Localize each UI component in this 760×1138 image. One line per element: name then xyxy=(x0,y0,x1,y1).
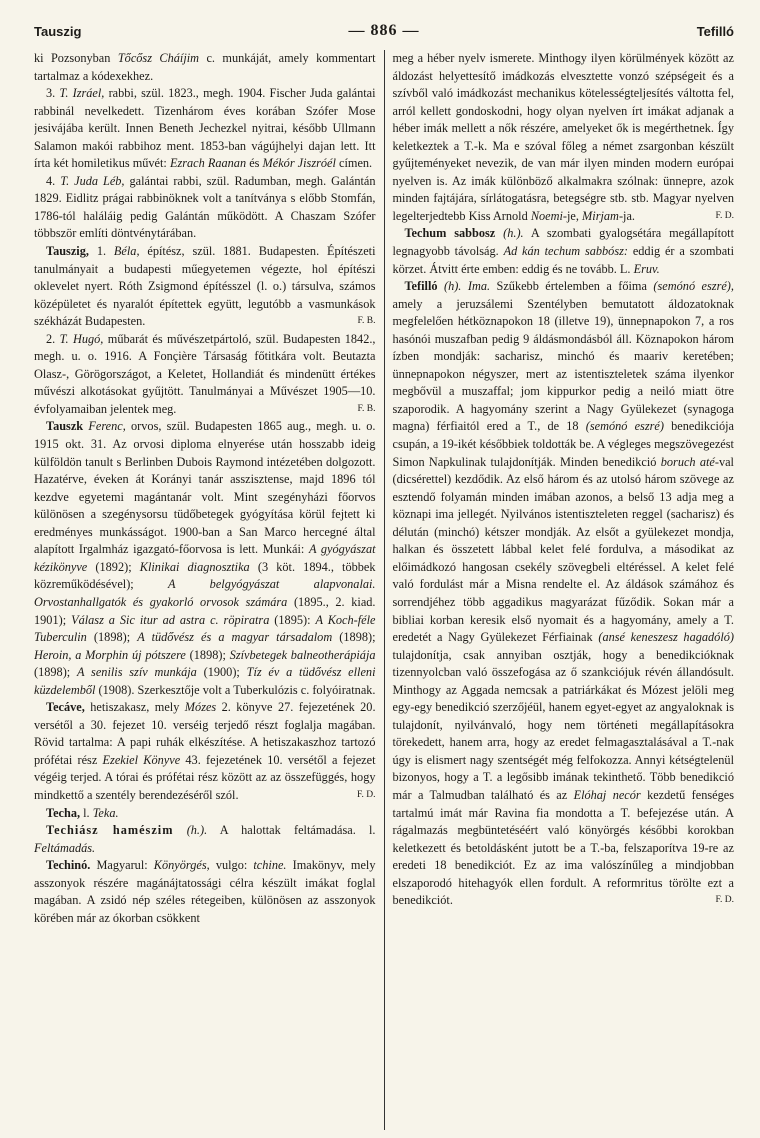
headword: Techiász hamészim xyxy=(46,823,174,838)
italic-text: Ezrach Raanan xyxy=(169,156,247,171)
entry-tecave xyxy=(34,699,376,804)
text-run: 2. könyve 27. fejezetének 20. versétől a 30. fejezet 10. verséig terjedő részt foglalja magában. Rövid tartalma: A papi ruhák elkészítése. A hetiszakaszhoz tartozó prófétai rész xyxy=(34,700,376,767)
italic-text: Ezekiel Könyve xyxy=(102,752,181,767)
headword: Tecáve, xyxy=(46,700,85,715)
text-run: meg a héber nyelv ismerete. Minthogy ilyen körülmények között az áldozást helyettesítő imádkozás elvesztette vonzó szépségeit és a szívből való imádkozást mechanikus kötelességteljesítés váltotta fel, arról kellett gondoskodni, hogy olyan nyelven írt imákat adjanak a héber imák mellett a nők részére, amelyeket ők is megérthetnek. Így keletkeztek a T.-k. Ma e szóval főleg a német zsargonban készült gyűjteményeket nevezik, de van már ilyen minden modern európai nyelven is. Az imák különböző alkalmakra szólnak: ünnepre, azok minden fajtájára, sírlátogatásra, betegségre stb. stb. Magyar nyelven legelterjedtebb Kiss Arnold xyxy=(392,51,734,223)
text-run: 1. xyxy=(96,244,107,259)
italic-text: Klinikai diagnosztika xyxy=(139,559,250,574)
italic-text: (h). xyxy=(443,279,462,294)
text-run: (1898); xyxy=(34,665,71,680)
italic-text: Tőcősz Cháíjim xyxy=(117,51,200,65)
entry-tauszig-hugo xyxy=(34,331,376,419)
text-run: (1895): xyxy=(274,612,311,627)
text-run: c. munkáját, amely kommentart tartalmaz a kódexekhez. xyxy=(34,51,376,83)
author-signature: F. D. xyxy=(715,210,734,221)
entry-techiasz-hameszim xyxy=(34,822,376,857)
italic-text: A Koch-féle Tuberculin xyxy=(34,612,376,645)
text-run: (1892); xyxy=(95,559,132,574)
italic-text: A senilis szív munkája xyxy=(76,665,197,680)
text-run: (3 köt. 1894., többek közreműködésével); xyxy=(34,559,376,592)
text-run: (1898); xyxy=(189,647,226,662)
headword: Techum sabbosz xyxy=(404,226,496,241)
text-run: -val (dicsérettel) kezdődik. Az első három és az utolsó három szövege az esztendő folyamán minden imában azonos, a belső 13 adja meg a köznapi ima jellegét. Nyilvános istentiszteleten reggel (sacharisz) és délután (minchó) kétszer mondják. Az elsőt a gyülekezet mondja, halkan és összetett lábbal kelet felé fordulva, a másodikat az előimádkozó hangosan csekély szövegbeli eltéréssel. A kelet felé való fordulást már a Misna rendelte el. Az áldások számához és sorrendjéhez több aggadikus magyarázat fűződik. Sokan már a bibliai korban keresik első nyomait és a hagyomány, amely a T. eredetét a Nagy Gyülekezet Férfiainak xyxy=(392,454,734,645)
text-run: kezdetű fenséges tartalmú imát már Ravina fia mondotta a T. befejezése után. A rágalmazás megbüntetéséért való könyörgés későbbi korokban keletkezett és betoldásként jutott be a T.-ba, felszaporítva 19-re az eredeti 18 benedikciót. Ez az ima valószínűleg a mindjobban elszaporodó hitehagyók ellen fordult. A reformritus törölte ezt a benedikciót. xyxy=(392,787,734,908)
text-run: orvos, szül. Budapesten 1865 aug., megh. u. o. 1915 okt. 31. Az orvosi diploma elnyerése után hosszabb ideig külföldön tanult s Berlinben Dubois Raymond intézetében dolgozott. Hazatérve, éveken át Korányi tanár asszisztense, majd 1896 tól kezdve egyetemi magántanár volt. Mint szegényházi főorvos különösen a szegénysorsu tüdőbetegek gyógyítása körül fejtett ki eredményes munkásságot. 1900-ban a San Marco hercegné által alapított Irgalmház igazgató-főorvosa is lett. Munkái: xyxy=(34,419,376,557)
italic-text: (semónó eszré), xyxy=(653,279,734,294)
italic-text: A tüdővész és a magyar társadalom xyxy=(137,630,333,645)
text-run: galántai rabbi, szül. Radumban, megh. Galántán 1829. Eidlitz prágai rabbinöknek volt a tanítványa s előbb Stomfán, 1786-tól haláláig pedig Galántán működött. A Chaszam Szófer többször említi döntvénytárában. xyxy=(34,173,376,241)
italic-text: Szívbetegek balneotherápiája xyxy=(229,647,376,662)
text-run: -ja. xyxy=(618,208,635,223)
author-signature: F. D. xyxy=(715,895,734,906)
text-run: Szűkebb értelemben a főima xyxy=(496,279,647,294)
header-left-word: Tauszig xyxy=(34,24,82,39)
italic-text: Könyörgés, xyxy=(153,858,210,873)
italic-text: Béla, xyxy=(113,244,140,259)
italic-text: Ima. xyxy=(467,279,491,294)
entry-techum-sabbosz xyxy=(392,225,734,278)
italic-text: T. Hugó, xyxy=(59,331,104,346)
page-number: — 886 — xyxy=(348,22,420,39)
text-run: benedikciója csupán, a 19-ikét későbbiek toldották be. A végleges megszövegezést Simon Napkulinak tulajdonítják. Minden benedikció xyxy=(392,419,734,469)
italic-text: Tíz év a tüdővész elleni küzdelemből xyxy=(34,665,376,697)
italic-text: Teka. xyxy=(92,805,119,820)
italic-text: Mékór Jiszróél xyxy=(262,156,336,171)
headword: Techa, xyxy=(46,805,81,820)
text-run: ki Pozsonyban xyxy=(34,51,111,65)
text-run: 43. fejezetének 10. versétől a fejezet végéig terjed. A tórai és prófétai rész között az az összefüggés, hogy mindkettő a szentély berendezéséről szól. xyxy=(34,752,376,802)
text-run: 4. xyxy=(46,173,56,188)
text-run: eddig ér a szombati körzet. Átvitt érte emben: eddig és ne tovább. L. xyxy=(392,244,734,276)
text-run: (1898); xyxy=(339,630,376,645)
author-signature: F. B. xyxy=(357,316,376,327)
headword: Tauszig, xyxy=(46,244,89,259)
headword: Techinó. xyxy=(46,858,91,873)
italic-text: Eruv. xyxy=(633,261,660,276)
text-run: (1908). Szerkesztője volt a Tuberkulózis c. folyóiratnak. xyxy=(98,682,376,697)
italic-text: T. Juda Léb, xyxy=(60,173,125,188)
headword: Tauszk xyxy=(46,419,84,434)
entry-techino xyxy=(34,857,376,927)
text-run: hetiszakasz, mely xyxy=(90,700,180,715)
author-signature: F. D. xyxy=(356,789,376,800)
text-run: 2. xyxy=(46,331,56,346)
italic-text: Válasz a Sic itur ad astra c. röpiratra xyxy=(71,612,270,627)
text-run: A halottak feltámadása. l. xyxy=(219,823,376,838)
text-run: tulajdonítja, csak annyiban osztják, hogy a benedikcióknak tizennyolcban való összefogása az ő szankciójuk révén állandósult. Minthogy az Aggada nemcsak a patriárkákat és Mózest jelöli meg egy-egy benedikció szerzőjéül, hanem egyet-egyet az angyaloknak is tulajdonít, nyilvánvaló, hogy nem történeti megállapításokra törekedett, hanem arra, hogy az eredet felmagasztalásával a T.-nak úgy is elismert nagy szentségét még felfokozza. Annyi kétségtelenül bizonyos, hogy a T. a legősibb imának tekinthető. Több benedikció már a Talmudban található és az xyxy=(392,647,734,802)
text-run: és xyxy=(249,156,260,171)
text-run: A szombati gyalogsétára megállapított legnagyobb távolság. xyxy=(392,226,734,259)
running-header xyxy=(34,18,734,40)
text-run: -je, xyxy=(562,208,579,223)
italic-text: A gyógyászat kézikönyve xyxy=(34,542,376,574)
italic-text: (h.). xyxy=(186,823,208,838)
text-run: amely a jeruzsálemi Szentélyben bemutatott áldozatoknak megfelelően hétköznapokon 18 (illetve 19), ünnepnapokon 7, a ros hasónói muszafban pedig 9 áldásmondásból áll. Köznapokon három ízben mondják: sacharisz, minchó és maariv keretében; ünnepnapokon négyszer, mert az istentiszteletek száma ilyenkor megbővül a muszaffal; jom kippurkor pedig a neiló miatt ötre szaporodik. A hagyomány szerint a Nagy Gyülekezet (synagoga magna) férfiaitól ered a T., de 18 xyxy=(392,296,734,434)
italic-text: (h.). xyxy=(503,226,524,241)
italic-text: Heroin, a Morphin új pótszere xyxy=(34,647,186,662)
italic-text: Noemi xyxy=(530,208,563,223)
text-run: (1895., 2. kiad. 1901); xyxy=(34,594,376,627)
italic-text: Feltámadás. xyxy=(34,840,96,855)
entry-tauszk-ferenc xyxy=(34,418,376,699)
italic-text: Mirjam xyxy=(582,208,619,223)
column-divider xyxy=(384,50,385,1130)
italic-text: (ansé keneszesz hagadóló) xyxy=(598,630,734,645)
text-run: vulgo: xyxy=(215,858,248,873)
left-column xyxy=(34,50,376,1130)
text-run: l. xyxy=(83,805,90,820)
entry-continuation xyxy=(392,50,734,225)
italic-text: T. Izráel, xyxy=(59,86,105,101)
text-run: rabbi, szül. 1823., megh. 1904. Fischer Juda galántai rabbinál nevelkedett. Tizenhárom éves korában Szófer Mose jesivájába került. Innen Beneth Jechezkel nyitrai, később Ullmann Salamon makói rabbihoz ment. 1853-ban vágújhelyi dajan lett. Itt írta két homiletikus művét: xyxy=(34,86,376,171)
entry-tefillo xyxy=(392,278,734,910)
italic-text: Ferenc, xyxy=(88,419,126,434)
italic-text: boruch até xyxy=(660,454,715,469)
text-run: építész, szül. 1881. Budapesten. Építészeti tanulmányait a budapesti műegyetemen végezte, hol építészi oklevelet nyert. Róth Zsigmond építésszel (l. o.) társulva, számos középületet és nyaralót építettek együtt, legutóbb a vasmunkások székházát Budapesten. xyxy=(34,244,376,329)
right-column xyxy=(392,50,734,1130)
text-run: műbarát és művészetpártoló, szül. Budapesten 1842., megh. u. o. 1916. A Fonçière Társaság főtitkára volt. Beutazta Olasz-, Görögországot, a Keletet, Hollandiát és mindenütt értékes művészi alkotásokat gyűjtött. Tanulmányai a Művészet 1905—10. évfolyamaiban jelentek meg. xyxy=(34,331,376,416)
italic-text: Elóhaj necór xyxy=(573,787,641,802)
two-column-body xyxy=(34,50,734,1130)
text-run: 3. xyxy=(46,86,56,101)
entry-tauszig-bela xyxy=(34,243,376,331)
text-run: (1900); xyxy=(203,665,240,680)
italic-text: A belgyógyászat alapvonalai. Orvostanhallgatók és gyakorló orvosok számára xyxy=(34,577,376,609)
italic-text: (semónó eszré) xyxy=(585,419,664,434)
italic-text: Mózes xyxy=(184,700,217,715)
entry-tauszig-juda-leb xyxy=(34,173,376,243)
italic-text: Ad kán techum sabbósz: xyxy=(503,244,628,259)
text-run: címen. xyxy=(339,156,373,171)
text-run: (1898); xyxy=(93,630,131,645)
italic-text: tchine. xyxy=(253,858,287,873)
entry-techa xyxy=(34,805,376,823)
text-run: Magyarul: xyxy=(96,858,148,873)
headword: Tefilló xyxy=(404,279,438,294)
entry-continuation xyxy=(34,50,376,85)
author-signature: F. B. xyxy=(357,403,376,414)
text-run: Imakönyv, mely asszonyok részére magánájtatossági célra készült imákat foglal magában. A zsidó nép széles rétegeiben, különösen az asszonyok körében már az ókorban csökkent xyxy=(34,858,376,925)
header-right-word: Tefilló xyxy=(696,24,734,39)
entry-tauszig-izrael xyxy=(34,85,376,173)
